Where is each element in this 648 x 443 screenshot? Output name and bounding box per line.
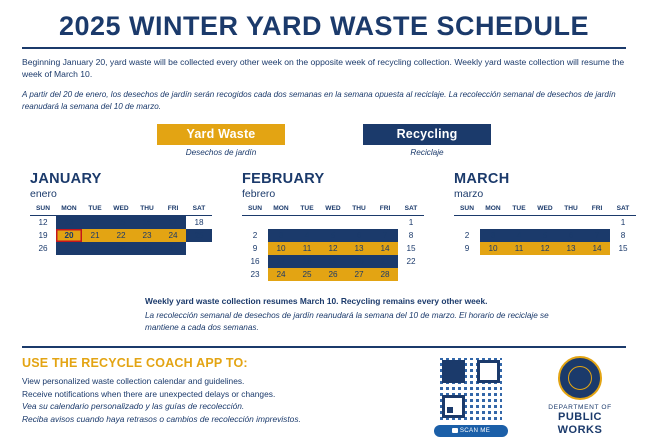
calendar-day [454, 216, 480, 230]
calendar-day: 31 [160, 242, 186, 255]
calendar-day: 10 [268, 242, 294, 255]
legend-yard-waste-label: Yard Waste [157, 124, 285, 145]
app-info [22, 356, 434, 437]
calendar-day: 23 [250, 270, 260, 280]
calendar-day: 30 [134, 242, 160, 255]
calendar-day: 2 [464, 231, 470, 241]
weekday-header: SUN [242, 203, 268, 216]
weekday-header: SAT [398, 203, 424, 216]
app-line-3: Vea su calendario personalizado y las guías de recolección. [22, 401, 245, 412]
app-heading: USE THE RECYCLE COACH APP TO: [22, 356, 248, 371]
calendar-day: 7 [584, 229, 610, 242]
calendar-day: 2 [252, 231, 258, 241]
calendar-table [454, 203, 636, 255]
weekday-header: MON [268, 203, 294, 216]
qr-code-block[interactable] [434, 356, 508, 437]
calendar-week-row [30, 216, 212, 230]
legend-recycling-label: Recycling [363, 124, 491, 145]
calendar-day: 14 [584, 242, 610, 255]
calendar-table [30, 203, 212, 255]
calendar-day: 17 [268, 255, 294, 268]
calendar-day: 5 [320, 229, 346, 242]
calendar-day: 16 [134, 216, 160, 230]
intro-spanish: A partir del 20 de enero, los desechos de jardín serán recogidos cada dos semanas en la semana opuesta al reciclaje. La recolección semanal de desechos de jardín reanudará la semana del 10 de marzo. [22, 89, 616, 111]
weekday-header: FRI [160, 203, 186, 216]
calendar-day: 16 [250, 257, 260, 267]
month-january [30, 171, 212, 281]
calendar-day: 11 [506, 242, 532, 255]
calendar-week-row [242, 268, 424, 281]
camera-icon [452, 428, 458, 433]
scan-me-label: SCAN ME [459, 427, 491, 435]
calendar-day: 15 [618, 244, 628, 254]
calendar-day: 25 [294, 268, 320, 281]
calendar-day: 26 [38, 244, 48, 254]
calendar-day [242, 216, 268, 230]
calendar-week-row [30, 229, 212, 242]
calendar-day [294, 216, 320, 230]
calendar-day: 19 [320, 255, 346, 268]
calendar-week-row [30, 242, 212, 255]
bottom-section [22, 356, 626, 437]
flyer-page [0, 11, 648, 443]
calendar-day: 15 [406, 244, 416, 254]
month-name-spanish: enero [30, 188, 57, 201]
calendar-day [372, 216, 398, 230]
weekday-header: TUE [82, 203, 108, 216]
qr-core-tr [489, 365, 495, 371]
legend-recycling [352, 124, 502, 157]
weekday-header: FRI [372, 203, 398, 216]
calendar-day: 6 [558, 229, 584, 242]
calendar-day: 22 [108, 229, 134, 242]
calendar-day: 20 [346, 255, 372, 268]
calendar-day: 13 [558, 242, 584, 255]
city-seal-icon [558, 356, 602, 400]
qr-core-tl [447, 365, 453, 371]
legend-yard-waste-sub: Desechos de jardín [185, 148, 257, 158]
calendar-day: 14 [372, 242, 398, 255]
month-name: JANUARY [30, 171, 102, 188]
calendar-day [320, 216, 346, 230]
intro-english: Beginning January 20, yard waste will be collected every other week on the opposite week of recycling collection. Weekly yard waste collection will resume the week of March 10. [22, 57, 625, 80]
legend-yard-waste [146, 124, 296, 157]
calendar-day [506, 216, 532, 230]
calendar-day: 28 [82, 242, 108, 255]
weekday-header: SUN [454, 203, 480, 216]
dpw-logo-block [534, 356, 626, 437]
weekday-header: FRI [584, 203, 610, 216]
calendar-day [346, 216, 372, 230]
calendar-day: 21 [82, 229, 108, 242]
calendar-day: 24 [268, 268, 294, 281]
month-february [242, 171, 424, 281]
calendar-week-row [454, 216, 636, 230]
calendar-day [532, 216, 558, 230]
calendar-day: 13 [346, 242, 372, 255]
app-line-2: Receive notifications when there are unexpected delays or changes. [22, 388, 276, 399]
calendar-day: 27 [56, 242, 82, 255]
calendar-day: 12 [532, 242, 558, 255]
month-name-spanish: febrero [242, 188, 276, 201]
calendar-day: 13 [56, 216, 82, 230]
calendar-day: 15 [108, 216, 134, 230]
footnote-english: Weekly yard waste collection resumes March 10. Recycling remains every other week. [145, 296, 488, 307]
weekday-header: THU [346, 203, 372, 216]
app-line-1: View personalized waste collection calendar and guidelines. [22, 376, 245, 387]
calendar-header-row [30, 203, 212, 216]
title-divider [22, 47, 626, 49]
calendar-day: 21 [372, 255, 398, 268]
legend [0, 124, 648, 157]
weekday-header: MON [56, 203, 82, 216]
calendar-day: 24 [160, 229, 186, 242]
calendar-day: 9 [252, 244, 258, 254]
calendar-day [558, 216, 584, 230]
weekday-header: WED [532, 203, 558, 216]
calendars [0, 171, 648, 281]
calendar-day: 22 [406, 257, 416, 267]
dpw-line-2: PUBLIC WORKS [557, 411, 603, 436]
calendar-day: 7 [372, 229, 398, 242]
calendar-day: 10 [480, 242, 506, 255]
footnote [89, 295, 559, 334]
calendar-week-row [242, 255, 424, 268]
weekday-header: THU [134, 203, 160, 216]
calendar-day: 1 [408, 218, 414, 228]
calendar-day: 23 [134, 229, 160, 242]
calendar-day: 12 [320, 242, 346, 255]
weekday-header: SUN [30, 203, 56, 216]
calendar-day: 12 [38, 218, 48, 228]
calendar-day: 25 [186, 229, 212, 242]
calendar-day: 28 [372, 268, 398, 281]
footnote-spanish: La recolección semanal de desechos de jardín reanudará la semana del 10 de marzo. El horario de reciclaje se mantiene a cada dos semanas. [145, 310, 549, 332]
calendar-week-row [242, 242, 424, 255]
calendar-day: 18 [194, 218, 204, 228]
legend-recycling-sub: Reciclaje [410, 148, 444, 158]
weekday-header: SAT [186, 203, 212, 216]
calendar-week-row [242, 216, 424, 230]
calendar-day: 19 [38, 231, 48, 241]
calendar-day: 17 [160, 216, 186, 230]
weekday-header: SAT [610, 203, 636, 216]
calendar-day: 11 [294, 242, 320, 255]
calendar-day: 26 [320, 268, 346, 281]
qr-code-icon[interactable] [438, 356, 504, 422]
calendar-day: 6 [346, 229, 372, 242]
calendar-day [584, 216, 610, 230]
month-name: FEBRUARY [242, 171, 325, 188]
calendar-day [186, 242, 212, 255]
calendar-day [480, 216, 506, 230]
calendar-table [242, 203, 424, 281]
calendar-day: 8 [620, 231, 626, 241]
calendar-day: 3 [268, 229, 294, 242]
month-march [454, 171, 636, 281]
calendar-day: 4 [506, 229, 532, 242]
calendar-day [398, 268, 424, 281]
month-name: MARCH [454, 171, 510, 188]
calendar-day: 20 [56, 229, 82, 242]
calendar-week-row [454, 242, 636, 255]
weekday-header: THU [558, 203, 584, 216]
calendar-week-row [242, 229, 424, 242]
calendar-day: 29 [108, 242, 134, 255]
weekday-header: WED [320, 203, 346, 216]
qr-finder-bottom-left [442, 395, 465, 418]
month-name-spanish: marzo [454, 188, 484, 201]
qr-core-bl [447, 407, 453, 413]
calendar-day: 18 [294, 255, 320, 268]
weekday-header: TUE [294, 203, 320, 216]
calendar-header-row [242, 203, 424, 216]
calendar-day: 3 [480, 229, 506, 242]
weekday-header: WED [108, 203, 134, 216]
app-line-4: Reciba avisos cuando haya retrasos o cambios de recolección imprevistos. [22, 413, 301, 424]
calendar-day: 4 [294, 229, 320, 242]
calendar-day: 5 [532, 229, 558, 242]
calendar-week-row [454, 229, 636, 242]
calendar-day: 8 [408, 231, 414, 241]
scan-me-badge[interactable] [434, 425, 508, 437]
calendar-day: 1 [620, 218, 626, 228]
calendar-header-row [454, 203, 636, 216]
calendar-day [268, 216, 294, 230]
calendar-day: 14 [82, 216, 108, 230]
page-title: 2025 WINTER YARD WASTE SCHEDULE [58, 11, 590, 41]
weekday-header: TUE [506, 203, 532, 216]
calendar-day: 9 [464, 244, 470, 254]
dpw-line-1: DEPARTMENT OF [548, 404, 612, 412]
weekday-header: MON [480, 203, 506, 216]
calendar-day: 27 [346, 268, 372, 281]
bottom-divider [22, 346, 626, 348]
